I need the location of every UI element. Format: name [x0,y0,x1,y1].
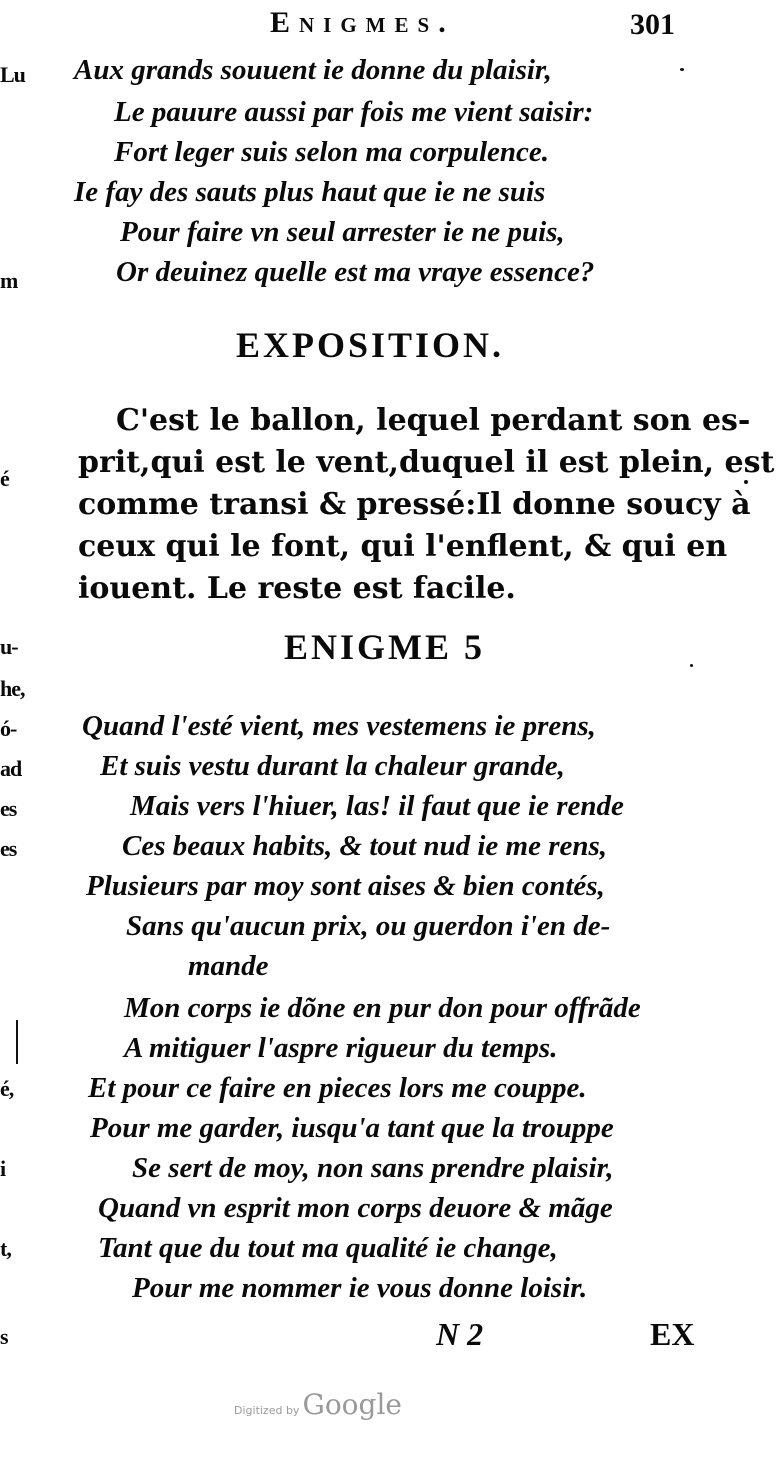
margin-fragment: é [0,466,9,491]
margin-fragment: Lu [0,62,25,87]
verse-line: Se sert de moy, non sans prendre plaisir, [132,1152,614,1184]
verse-line: Ces beaux habits, & tout nud ie me rens, [122,830,608,862]
prose-line: iouent. Le reste est facile. [78,571,516,606]
ink-speck [744,480,748,484]
margin-fragment: es [0,796,17,821]
ink-speck [690,664,693,667]
verse-line: Tant que du tout ma qualité ie change, [98,1232,558,1264]
margin-fragment: he, [0,676,25,701]
prose-line: C'est le ballon, lequel perdant son es- [116,403,751,438]
margin-fragment: ad [0,756,22,781]
signature-mark: N 2 [436,1316,484,1352]
verse-line: Quand l'esté vient, mes vestemens ie prens, [82,710,596,742]
margin-fragment: s [0,1324,8,1349]
margin-fragment: i [0,1156,6,1181]
verse-line: Quand vn esprit mon corps deuore & mãge [98,1192,613,1224]
verse-line: mande [188,950,269,982]
verse-line: Aux grands souuent ie donne du plaisir, [74,54,552,86]
verse-line: Le pauure aussi par fois me vient saisir: [114,96,594,128]
ink-speck [680,68,684,71]
verse-line: Sans qu'aucun prix, ou guerdon i'en de- [126,910,611,942]
watermark-brand: Google [302,1388,402,1421]
verse-line: Et suis vestu durant la chaleur grande, [100,750,565,782]
prose-line: ceux qui le font, qui l'enflent, & qui en [78,529,728,564]
margin-fragment: é, [0,1076,14,1101]
verse-line: Pour faire vn seul arrester ie ne puis, [120,216,565,248]
catchword: EX [650,1316,695,1352]
enigme-heading: ENIGME 5 [284,627,486,667]
running-title: Enigmes. [270,6,455,39]
margin-fragment: m [0,268,18,293]
verse-line: Pour me nommer ie vous donne loisir. [132,1272,588,1304]
prose-line: comme transi & pressé:Il donne soucy à [78,487,751,522]
verse-line: Et pour ce faire en pieces lors me couppe. [88,1072,587,1104]
verse-line: Fort leger suis selon ma corpulence. [114,136,550,168]
margin-fragment: ó- [0,716,17,741]
verse-line: Mais vers l'hiuer, las! il faut que ie rende [130,790,624,822]
prose-line: prit,qui est le vent,duquel il est plein, est [78,445,775,480]
watermark-prefix: Digitized by [234,1404,300,1417]
verse-line: Plusieurs par moy sont aises & bien contés, [86,870,605,902]
verse-line: Pour me garder, iusqu'a tant que la trouppe [90,1112,614,1144]
margin-fragment: es [0,836,17,861]
verse-line: Mon corps ie dõne en pur don pour offrãde [124,992,641,1024]
page-number: 301 [630,8,675,41]
margin-fragment: u- [0,634,18,659]
exposition-heading: EXPOSITION. [236,325,505,365]
verse-line: Or deuinez quelle est ma vraye essence? [116,256,595,288]
verse-line: A mitiguer l'aspre rigueur du temps. [124,1032,558,1064]
margin-fragment: t, [0,1236,11,1261]
verse-line: Ie fay des sauts plus haut que ie ne suis [74,176,546,208]
digitization-watermark [234,1388,402,1421]
margin-rule [16,1020,18,1064]
